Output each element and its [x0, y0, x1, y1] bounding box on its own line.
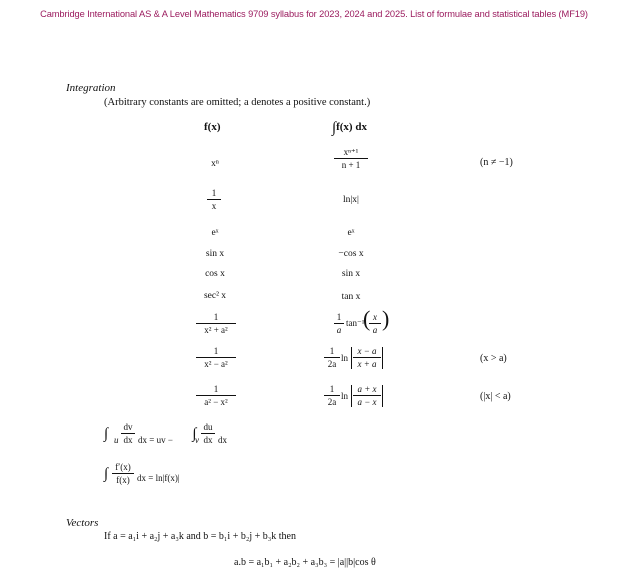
row6-f: sec² x [203, 291, 227, 301]
row9-int-coef-num: 1 [329, 384, 335, 394]
row4-int: −cos x [338, 249, 364, 259]
row7-int-coef-den: a [336, 325, 342, 335]
row9-f-num: 1 [213, 384, 219, 394]
row2-int: ln|x| [343, 195, 359, 205]
log-num: f′(x) [115, 462, 131, 472]
parts-end: dx [218, 435, 227, 445]
integration-by-parts [104, 420, 227, 460]
row7-int-arg-num: x [373, 312, 377, 322]
row9-int-func: ln [341, 391, 349, 401]
vectors-line1: If a = a₁i + a₂j + a₃k and b = b₁i + b₂j + b₃k then [104, 531, 296, 542]
vectors-title: Vectors [66, 517, 99, 529]
row7-int-coef [334, 313, 344, 335]
row9-condition: (|x| < a) [480, 391, 511, 402]
parts-middle: dx = uv − [138, 435, 173, 445]
column-header-f: f(x) [204, 121, 221, 133]
row5-int: sin x [341, 269, 361, 279]
left-paren-icon: ( [363, 306, 371, 331]
parts-u: u [114, 435, 119, 445]
integral-sign-icon: ∫ [104, 466, 109, 482]
page-header: Cambridge International AS & A Level Mathematics 9709 syllabus for 2023, 2024 and 2025. List of formulae and statistical tables (MF19) [40, 9, 588, 19]
row3-f: eˣ [211, 228, 219, 238]
abs-bar-icon [382, 347, 383, 369]
row8-f-num: 1 [213, 346, 219, 356]
row6-int: tan x [341, 292, 361, 302]
log-integral [104, 460, 180, 496]
column-header-integral-text: f(x) dx [336, 121, 367, 133]
parts-dv: dv [123, 422, 133, 432]
row9-int-arg-num: a + x [357, 384, 377, 394]
row7-int-arg-den: a [372, 325, 378, 335]
row8-int-coef-num: 1 [329, 346, 335, 356]
row8-int-arg [353, 347, 381, 369]
row1-int-den: n + 1 [341, 160, 361, 170]
row7-int-func: tan⁻¹ [346, 318, 365, 328]
row7-int-coef-num: 1 [336, 312, 342, 322]
parts-v: v [195, 435, 199, 445]
row8-int-arg-num: x − a [357, 346, 377, 356]
abs-bar-icon [382, 385, 383, 407]
row5-f: cos x [205, 269, 225, 279]
row3-int: eˣ [347, 228, 355, 238]
row9-int-arg-den: a − x [357, 397, 377, 407]
row9-int-coef-den: 2a [327, 397, 337, 407]
row1-int-num: xⁿ⁺¹ [343, 147, 359, 157]
parts-dx-2: dx [203, 435, 213, 445]
row8-f-den: x² − a² [204, 359, 228, 369]
vectors-line2: a.b = a₁b₁ + a₂b₂ + a₃b₃ = |a||b|cos θ [234, 557, 376, 568]
row9-f-den: a² − x² [204, 397, 228, 407]
parts-du: du [203, 422, 213, 432]
parts-dv-dx [121, 423, 135, 445]
abs-bar-icon [351, 385, 352, 407]
row1-f: xⁿ [211, 159, 219, 169]
parts-dx: dx [123, 435, 133, 445]
row9-int-arg [353, 385, 381, 407]
row8-int-coef-den: 2a [327, 359, 337, 369]
column-header-integral [332, 118, 367, 135]
log-fraction [112, 463, 134, 485]
row7-f-den: x² + a² [204, 325, 228, 335]
row9-f [196, 385, 236, 407]
row9-int-coef [324, 385, 340, 407]
row8-f [196, 347, 236, 369]
parts-du-dx [201, 423, 215, 445]
row8-int-coef [324, 347, 340, 369]
log-den: f(x) [116, 475, 130, 485]
row8-condition: (x > a) [480, 353, 507, 364]
integral-sign-icon: ∫ [104, 426, 109, 442]
integral-sign-icon: ∫ [192, 426, 197, 442]
integration-title: Integration [66, 82, 116, 94]
abs-bar-icon [351, 347, 352, 369]
row7-f [196, 313, 236, 335]
row8-int-func: ln [341, 353, 349, 363]
row4-f: sin x [205, 249, 225, 259]
row2-f [207, 189, 221, 211]
row2-f-den: x [211, 201, 217, 211]
row2-f-num: 1 [211, 188, 217, 198]
row1-condition: (n ≠ −1) [480, 157, 513, 168]
row7-f-num: 1 [213, 312, 219, 322]
log-rest: dx = ln|f(x)| [137, 473, 180, 483]
integral-sign-icon: ∫ [332, 120, 337, 136]
right-paren-icon: ) [382, 306, 390, 331]
row7-int-arg [369, 313, 381, 335]
row1-int [334, 148, 368, 170]
row8-int-arg-den: x + a [357, 359, 377, 369]
integration-note: (Arbitrary constants are omitted; a denotes a positive constant.) [104, 97, 371, 108]
